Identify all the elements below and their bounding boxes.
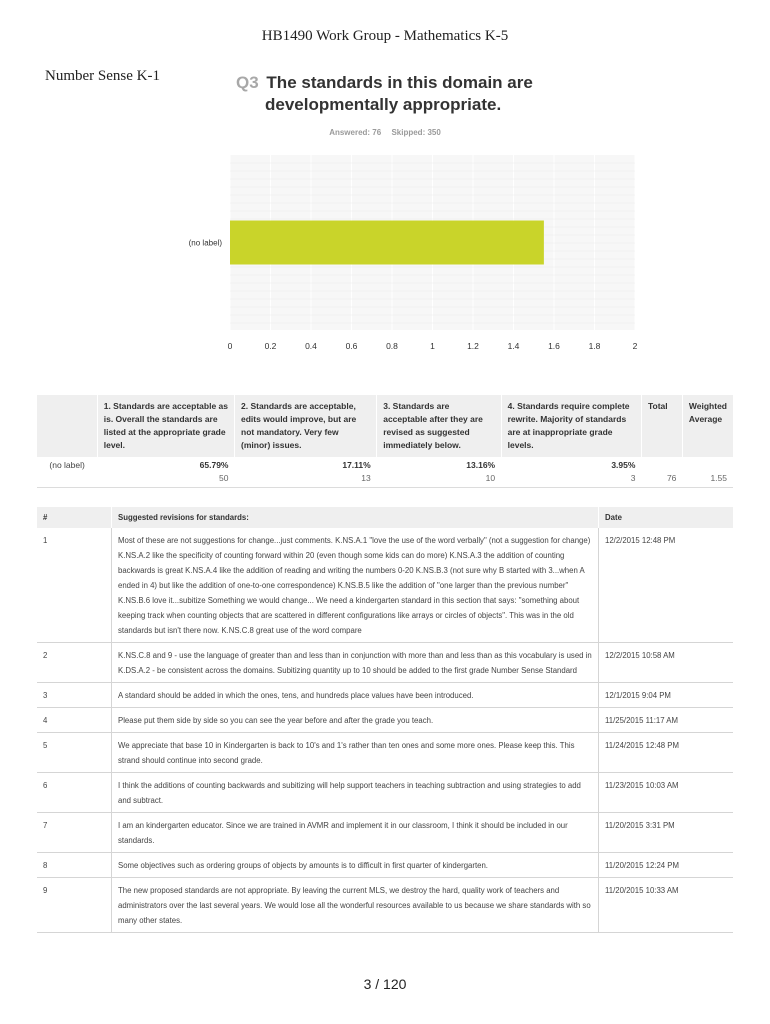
bar bbox=[230, 221, 544, 265]
summary-weighted-average: 1.55 bbox=[682, 457, 733, 488]
skipped-count: Skipped: 350 bbox=[391, 128, 441, 137]
comment-text: K.NS.C.8 and 9 - use the language of greater than and less than in conjunction with more than and less than as this vocabulary is used in K.DS.A.2 - be consistent across the domains. Subitizing quantity up to 10 should be added to the first grade Number Sense Standard bbox=[112, 643, 599, 683]
count-value: 13 bbox=[361, 473, 371, 483]
comment-text: The new proposed standards are not appropriate. By leaving the current MLS, we destroy the hard, quality work of teachers and administrators over the last several years. We would lose all the wonderful resources available to us because we share standards with so many other states. bbox=[112, 878, 599, 933]
comment-row bbox=[37, 853, 733, 878]
comment-number: 1 bbox=[37, 528, 112, 643]
comment-row bbox=[37, 813, 733, 853]
comment-text: Most of these are not suggestions for change...just comments. K.NS.A.1 "love the use of the word verbally" (not a suggestion for change) K.NS.A.2 like the specificity of counting forward within 20 (even though some kids can do more) K.NS.A.3 the addition of counting backwards is great K.NS.A.4 like the addition of reading and writing the numbers 0-20 K.NS.B.3 (not sure why B started with 3...when A ended in 4) but like the addition of one-to-one correspondence) K.NS.B.5 like the addition of "one larger than the previous number" K.NS.B.6 love it...subitize Something we would change... We need a kindergarten standard in this section that says: "something about keeping track when counting objects that are scattered in different configurations like arrays or circles of objects". This was in the old standards but isn't there now. K.NS.C.8 great use of the word compare bbox=[112, 528, 599, 643]
section-title: Number Sense K-1 bbox=[45, 68, 160, 84]
category-label: (no label) bbox=[188, 238, 222, 248]
comment-row bbox=[37, 773, 733, 813]
count-value: 10 bbox=[485, 473, 496, 483]
question-number: Q3 bbox=[236, 73, 259, 92]
x-tick-label: 0.4 bbox=[305, 341, 317, 351]
comments-header-text: Suggested revisions for standards: bbox=[112, 507, 599, 528]
answered-count: Answered: 76 bbox=[329, 128, 382, 137]
bar-chart bbox=[0, 0, 770, 380]
page-number: 3 / 120 bbox=[363, 976, 407, 992]
comment-number: 9 bbox=[37, 878, 112, 933]
summary-total: 76 bbox=[641, 457, 682, 488]
count-value: 50 bbox=[219, 473, 229, 483]
summary-header-row bbox=[37, 395, 733, 457]
comment-text: I am an kindergarten educator. Since we are trained in AVMR and implement it in our classroom, I think it should be included in our standards. bbox=[112, 813, 599, 853]
comment-date: 11/20/2015 3:31 PM bbox=[599, 813, 734, 853]
x-tick-label: 0 bbox=[227, 341, 233, 351]
x-tick-label: 1.4 bbox=[507, 341, 520, 351]
chart-categories bbox=[189, 239, 223, 248]
chart-bars bbox=[230, 221, 544, 265]
comment-row bbox=[37, 878, 733, 933]
comments-header-num: # bbox=[37, 507, 112, 528]
comment-text: Some objectives such as ordering groups of objects by amounts is to difficult in first quarter of kindergarten. bbox=[112, 853, 599, 878]
comment-number: 7 bbox=[37, 813, 112, 853]
comment-row bbox=[37, 683, 733, 708]
comment-text: Please put them side by side so you can see the year before and after the grade you teach. bbox=[112, 708, 599, 733]
comment-date: 11/20/2015 12:24 PM bbox=[599, 853, 734, 878]
comment-date: 11/20/2015 10:33 AM bbox=[599, 878, 734, 933]
comment-number: 2 bbox=[37, 643, 112, 683]
summary-cell-col1 bbox=[97, 457, 234, 488]
comment-number: 6 bbox=[37, 773, 112, 813]
summary-header-col2: 2. Standards are acceptable, edits would improve, but are not mandatory. Very few (minor) issues. bbox=[235, 395, 377, 457]
chart-x-ticks bbox=[228, 341, 638, 351]
x-tick-label: 1.2 bbox=[467, 341, 479, 351]
percent-value: 13.16% bbox=[466, 460, 496, 470]
summary-cell-col3 bbox=[377, 457, 501, 488]
summary-header-total: Total bbox=[641, 395, 682, 457]
x-tick-label: 0.6 bbox=[345, 341, 358, 351]
comment-number: 3 bbox=[37, 683, 112, 708]
percent-value: 3.95% bbox=[611, 460, 636, 470]
question-title-line1: The standards in this domain are bbox=[266, 73, 533, 92]
comment-date: 12/2/2015 10:58 AM bbox=[599, 643, 734, 683]
summary-header-weighted: Weighted Average bbox=[682, 395, 733, 457]
count-value: 3 bbox=[630, 473, 636, 483]
summary-header-empty bbox=[37, 395, 97, 457]
comment-text: A standard should be added in which the ones, tens, and hundreds place values have been introduced. bbox=[112, 683, 599, 708]
comment-date: 12/2/2015 12:48 PM bbox=[599, 528, 734, 643]
percent-value: 65.79% bbox=[199, 460, 229, 470]
summary-cell-col4 bbox=[501, 457, 641, 488]
comment-text: We appreciate that base 10 in Kindergarten is back to 10's and 1's rather than ten ones and some more ones. Please keep this. This strand should continue into second grade. bbox=[112, 733, 599, 773]
comment-row bbox=[37, 528, 733, 643]
percent-value: 17.11% bbox=[342, 460, 371, 470]
page-header: HB1490 Work Group - Mathematics K-5 bbox=[261, 28, 509, 44]
comment-date: 11/23/2015 10:03 AM bbox=[599, 773, 734, 813]
comment-text: I think the additions of counting backwards and subitizing will help support teachers in teaching subtraction and using strategies to add and subtract. bbox=[112, 773, 599, 813]
summary-table bbox=[37, 395, 733, 488]
question-title-line2: developmentally appropriate. bbox=[265, 95, 502, 114]
summary-header-col4: 4. Standards require complete rewrite. Majority of standards are at inappropriate grade levels. bbox=[501, 395, 641, 457]
comments-header-row bbox=[37, 507, 733, 528]
x-tick-label: 0.2 bbox=[264, 341, 277, 351]
comment-date: 12/1/2015 9:04 PM bbox=[599, 683, 734, 708]
x-tick-label: 1.6 bbox=[548, 341, 560, 351]
comment-row bbox=[37, 733, 733, 773]
summary-header-col1: 1. Standards are acceptable as is. Overall the standards are listed at the appropriate grade level. bbox=[97, 395, 234, 457]
comments-header-date: Date bbox=[599, 507, 734, 528]
summary-row-label: (no label) bbox=[37, 457, 97, 488]
summary-row bbox=[37, 457, 733, 488]
comment-row bbox=[37, 708, 733, 733]
x-tick-label: 1.8 bbox=[588, 341, 601, 351]
comments-table bbox=[37, 507, 733, 933]
comment-number: 5 bbox=[37, 733, 112, 773]
comment-date: 11/24/2015 12:48 PM bbox=[599, 733, 734, 773]
x-tick-label: 1 bbox=[430, 341, 435, 351]
summary-cell-col2 bbox=[235, 457, 377, 488]
summary-header-col3: 3. Standards are acceptable after they are revised as suggested immediately below. bbox=[377, 395, 501, 457]
comment-row bbox=[37, 643, 733, 683]
x-tick-label: 0.8 bbox=[386, 341, 398, 351]
x-tick-label: 2 bbox=[632, 341, 638, 351]
comment-number: 8 bbox=[37, 853, 112, 878]
comment-date: 11/25/2015 11:17 AM bbox=[599, 708, 734, 733]
comment-number: 4 bbox=[37, 708, 112, 733]
